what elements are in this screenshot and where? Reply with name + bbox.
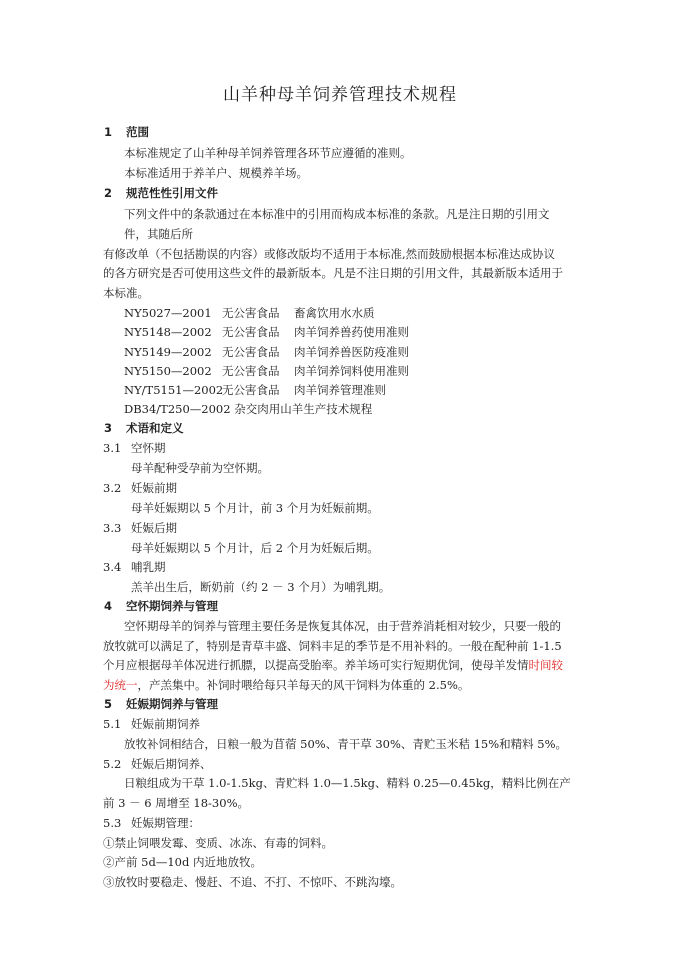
section-1-heading bbox=[104, 124, 149, 140]
list-item: ③放牧时要稳走、慢赶、不追、不打、不惊吓、不跳沟壕。 bbox=[103, 875, 402, 889]
paragraph-line: 放牧就可以满足了，特别是青草丰盛、饲料丰足的季节是不用补料的。一般在配种前 1-1.5 bbox=[103, 639, 562, 653]
paragraph-line: 的各方研究是否可使用这些文件的最新版本。凡是不注日期的引用文件，其最新版本适用于 bbox=[103, 266, 563, 280]
paragraph-line: 本标准。 bbox=[103, 286, 149, 300]
standard-code: NY5150—2002 bbox=[124, 364, 212, 378]
paragraph: 本标准适用于养羊户、规模养羊场。 bbox=[124, 166, 308, 180]
standard-category: 无公害食品 bbox=[222, 345, 280, 359]
standard-category: 无公害食品 bbox=[222, 383, 280, 397]
paragraph-line: 空怀期母羊的饲养与管理主要任务是恢复其体况，由于营养消耗相对较少，只要一般的 bbox=[124, 619, 561, 633]
section-4-heading bbox=[104, 598, 218, 614]
list-item: ①禁止饲喂发霉、变质、冰冻、有毒的饲料。 bbox=[103, 836, 333, 850]
standard-category: 无公害食品 bbox=[222, 325, 280, 339]
subsection-number: 5.1 bbox=[103, 717, 122, 731]
standard-name: 畜禽饮用水水质 bbox=[294, 306, 375, 320]
subsection-heading bbox=[103, 716, 200, 732]
standard-name: 肉羊饲养饲料使用准则 bbox=[294, 364, 409, 378]
paragraph: 本标准规定了山羊种母羊饲养管理各环节应遵循的准则。 bbox=[124, 146, 412, 160]
section-5-heading bbox=[104, 696, 218, 712]
paragraph-line: 日粮组成为干草 1.0-1.5kg、青贮料 1.0—1.5kg、精料 0.25—0.45kg，精料比例在产 bbox=[124, 776, 571, 790]
section-number: 5 bbox=[104, 697, 113, 711]
term-definition: 母羊妊娠期以 5 个月计，前 3 个月为妊娠前期。 bbox=[131, 501, 379, 515]
term-heading bbox=[103, 520, 177, 536]
highlighted-text: 为统一 bbox=[103, 678, 138, 692]
standard-category: 无公害食品 bbox=[222, 364, 280, 378]
standard-code: NY5027—2001 bbox=[124, 306, 212, 320]
text-run: 个月应根据母羊体况进行抓膘，以提高受胎率。养羊场可实行短期优饲，使母羊发情 bbox=[103, 658, 529, 672]
term-definition: 母羊配种受孕前为空怀期。 bbox=[131, 461, 269, 475]
standard-row bbox=[124, 363, 409, 379]
term-definition: 母羊妊娠期以 5 个月计，后 2 个月为妊娠后期。 bbox=[131, 541, 379, 555]
standard-row: DB34/T250—2002 杂交肉用山羊生产技术规程 bbox=[124, 402, 373, 416]
term-label: 妊娠前期 bbox=[131, 481, 177, 495]
document-title: 山羊种母羊饲养管理技术规程 bbox=[223, 85, 457, 105]
term-heading bbox=[103, 440, 166, 456]
subsection-heading bbox=[103, 756, 212, 772]
section-3-heading bbox=[104, 420, 184, 436]
paragraph-line: 件，其随后所 bbox=[124, 227, 193, 241]
subsection-number: 5.2 bbox=[103, 757, 122, 771]
standard-code: NY/T5151—2002 bbox=[124, 383, 224, 397]
subsection-number: 3.4 bbox=[103, 560, 122, 574]
subsection-number: 3.1 bbox=[103, 441, 122, 455]
standard-code: NY5148—2002 bbox=[124, 325, 212, 339]
paragraph-line: 下列文件中的条款通过在本标准中的引用而构成本标准的条款。凡是注日期的引用文 bbox=[124, 207, 550, 221]
subsection-number: 3.2 bbox=[103, 481, 122, 495]
section-number: 3 bbox=[104, 421, 113, 435]
paragraph-line: 前 3 － 6 周增至 18-30%。 bbox=[103, 796, 249, 810]
standard-row bbox=[124, 344, 409, 360]
highlighted-text: 时间较 bbox=[528, 658, 563, 672]
term-definition: 羔羊出生后，断奶前（约 2 － 3 个月）为哺乳期。 bbox=[131, 580, 391, 594]
standard-name: 肉羊饲养管理准则 bbox=[294, 383, 386, 397]
section-title: 范围 bbox=[126, 125, 149, 139]
standard-code: NY5149—2002 bbox=[124, 345, 212, 359]
term-label: 哺乳期 bbox=[131, 560, 166, 574]
paragraph-line bbox=[103, 657, 563, 673]
standard-category: 无公害食品 bbox=[222, 306, 280, 320]
subsection-number: 3.3 bbox=[103, 521, 122, 535]
section-2-heading bbox=[104, 185, 218, 201]
subsection-number: 5.3 bbox=[103, 816, 122, 830]
section-number: 4 bbox=[104, 599, 113, 613]
paragraph-line: 放牧补饲相结合，日粮一般为苜蓿 50%、青干草 30%、青贮玉米秸 15%和精料 5%。 bbox=[124, 737, 568, 751]
section-title: 空怀期饲养与管理 bbox=[126, 599, 218, 613]
term-label: 空怀期 bbox=[131, 441, 166, 455]
term-heading bbox=[103, 480, 177, 496]
paragraph-line bbox=[103, 677, 469, 693]
subsection-title: 妊娠期管理： bbox=[131, 816, 200, 830]
paragraph-line: 有修改单（不包括勘误的内容）或修改版均不适用于本标准,然而鼓励根据本标准达成协议 bbox=[103, 247, 556, 261]
section-title: 术语和定义 bbox=[126, 421, 184, 435]
standard-row bbox=[124, 382, 386, 398]
standard-name: 肉羊饲养兽医防疫准则 bbox=[294, 345, 409, 359]
text-run: ，产羔集中。补饲时喂给每只羊每天的风干饲料为体重的 2.5%。 bbox=[137, 678, 470, 692]
list-item: ②产前 5d—10d 内近地放牧。 bbox=[103, 855, 262, 869]
section-title: 规范性性引用文件 bbox=[126, 186, 218, 200]
subsection-heading bbox=[103, 815, 200, 831]
standard-name: 肉羊饲养兽药使用准则 bbox=[294, 325, 409, 339]
subsection-title: 妊娠后期饲养、 bbox=[131, 757, 212, 771]
standard-row bbox=[124, 305, 375, 321]
section-number: 1 bbox=[104, 125, 113, 139]
standard-row bbox=[124, 324, 409, 340]
section-number: 2 bbox=[104, 186, 113, 200]
subsection-title: 妊娠前期饲养 bbox=[131, 717, 200, 731]
term-label: 妊娠后期 bbox=[131, 521, 177, 535]
term-heading bbox=[103, 559, 166, 575]
section-title: 妊娠期饲养与管理 bbox=[126, 697, 218, 711]
